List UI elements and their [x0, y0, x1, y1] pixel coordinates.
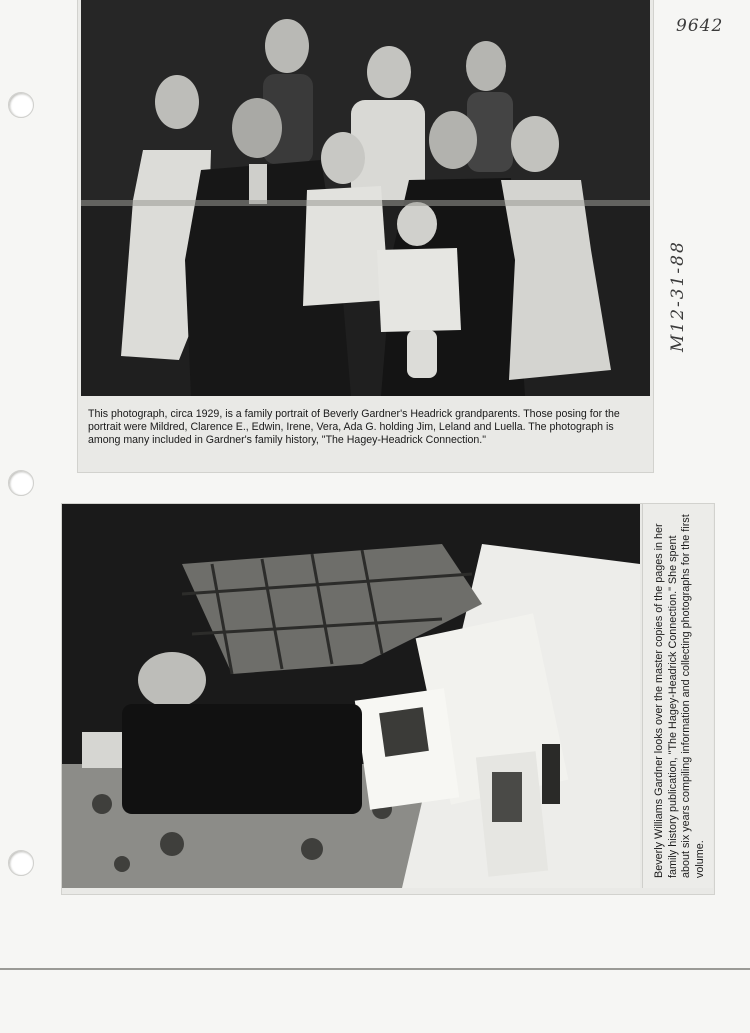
bottom-clipping [62, 504, 714, 894]
date-annotation: M12-31-88 [668, 240, 688, 352]
family-portrait-illustration [81, 0, 650, 396]
family-portrait-photo [81, 0, 650, 396]
gardner-working-illustration [62, 504, 640, 888]
gardner-working-photo [62, 504, 640, 888]
punch-hole-top [8, 92, 34, 118]
bottom-clipping-caption: Beverly Williams Gardner looks over the master copies of the pages in her family history publication, "The Hagey-Headrick Connection." She spent about six years compiling information and collecting photographs for the first volume. [653, 514, 706, 878]
bottom-caption-panel [642, 504, 713, 888]
punch-hole-bottom [8, 850, 34, 876]
page-bottom-edge [0, 968, 750, 970]
top-clipping [78, 0, 653, 472]
page-number-annotation: 9642 [676, 16, 724, 36]
top-clipping-caption: This photograph, circa 1929, is a family portrait of Beverly Gardner's Headrick grandparents. Those posing for the portrait were Mildred, Clarence E., Edwin, Irene, Vera, Ada G. holding Jim, Leland and Luella. The photograph is among many included in Gardner's family history, "The Hagey-Headrick Connection." [88, 408, 620, 446]
punch-hole-middle [8, 470, 34, 496]
